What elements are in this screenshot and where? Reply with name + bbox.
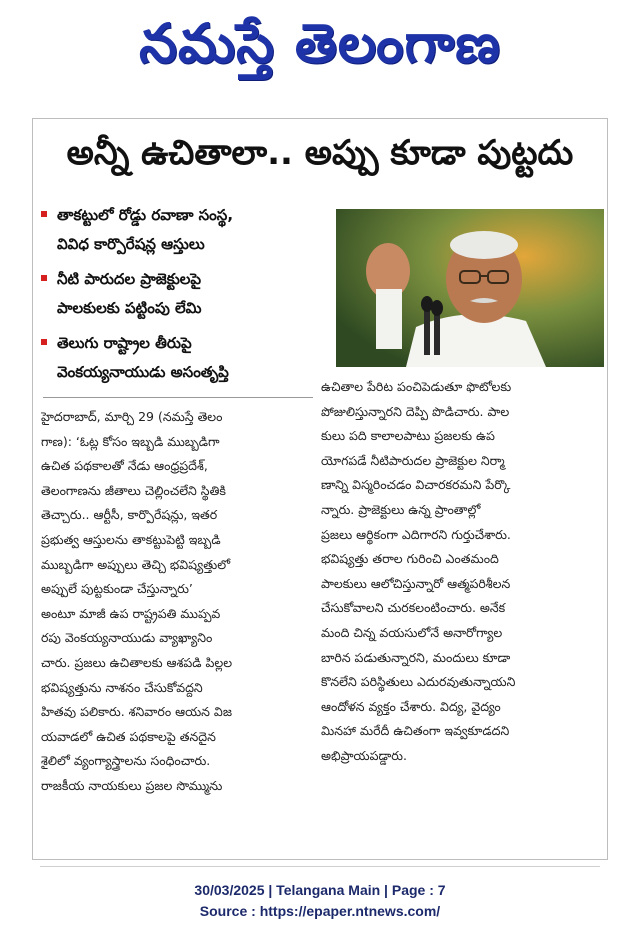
- column-divider: [43, 397, 313, 398]
- body-line: బారిన పడుతున్నారని, మందులు కూడా: [321, 649, 511, 665]
- source-footer: [0, 880, 640, 922]
- body-line: చేసుకోవాలని చురకలంటించారు. అనేక: [321, 600, 506, 616]
- bullet-line: తాకట్టులో రోడ్డు రవాణా సంస్థ,: [57, 206, 234, 224]
- footer-divider: [40, 866, 600, 867]
- body-line: మినహా మరేదీ ఉచితంగా ఇవ్వకూడదని: [321, 723, 510, 739]
- body-line: భవిష్యత్తు తరాల గురించి ఎంతమంది: [321, 551, 499, 567]
- body-line: ముబ్బడిగా అప్పులు తెచ్చి భవిష్యత్తులో: [41, 556, 231, 572]
- body-line: పోజులిస్తున్నారని దెప్పి పొడిచారు. పాల: [321, 403, 510, 419]
- article-body-left: [41, 405, 311, 799]
- bullet-square-icon: [41, 275, 47, 281]
- body-line: అప్పులే పుట్టకుండా చేస్తున్నారు’: [41, 581, 193, 597]
- bullet-square-icon: [41, 339, 47, 345]
- body-line: తెచ్చారు.. ఆర్టీసీ, కార్పొరేషన్లు, ఇతర: [41, 507, 218, 523]
- portrait-illustration: [336, 209, 604, 367]
- body-line: తెలంగాణను జీతాలు చెల్లించలేని స్థితికి: [41, 482, 226, 498]
- bullet-line: నీటి పారుదల ప్రాజెక్టులపై: [57, 270, 202, 288]
- body-line: యవాడలో ఉచిత పథకాలపై తనదైన: [41, 728, 216, 744]
- body-line: భవిష్యత్తును నాశనం చేసుకోవద్దని: [41, 679, 203, 695]
- bullet-square-icon: [41, 211, 47, 217]
- body-line: కులు పది కాలాలపాటు ప్రజలకు ఉప: [321, 428, 495, 444]
- body-line: ఆందోళన వ్యక్తం చేశారు. విద్య, వైద్యం: [321, 698, 501, 714]
- body-line: హైదరాబాద్, మార్చి 29 (నమస్తే తెలం: [41, 409, 223, 424]
- bullet-item: [39, 201, 331, 259]
- body-line: ప్రభుత్వ ఆస్తులను తాకట్టుపెట్టి ఇబ్బడి: [41, 531, 221, 547]
- body-line: ణాన్ని విస్మరించడం విచారకరమని పేర్కొ: [321, 477, 511, 493]
- newspaper-logo: నమస్తే తెలంగాణ: [139, 11, 501, 75]
- source-link[interactable]: Source : https://epaper.ntnews.com/: [199, 903, 441, 919]
- body-line: ఉచిత పథకాలతో నేడు ఆంధ్రప్రదేశ్,: [41, 458, 208, 474]
- body-line: ఉచితాల పేరిట పంచిపెడుతూ ఫొటోలకు: [321, 379, 512, 394]
- body-line: రపు వెంకయ్యనాయుడు వ్యాఖ్యానిం: [41, 630, 213, 646]
- body-line: హితవు పలికారు. శనివారం ఆయన విజ: [41, 704, 232, 720]
- bullet-line: తెలుగు రాష్ట్రాల తీరుపై: [57, 334, 192, 352]
- body-line: ప్రజలు ఆర్థికంగా ఎదిగారని గుర్తుచేశారు.: [321, 526, 511, 542]
- body-line: న్నారు. ప్రాజెక్టులు ఉన్న ప్రాంతాల్లో: [321, 501, 481, 517]
- body-line: శైలిలో వ్యంగ్యాస్త్రాలను సంధించారు.: [41, 753, 211, 769]
- masthead: [0, 0, 640, 100]
- body-line: మంది చిన్న వయసులోనే అనారోగ్యాల: [321, 624, 503, 640]
- body-line: అభిప్రాయపడ్డారు.: [321, 747, 407, 763]
- body-line: పాలకులు ఆలోచిస్తున్నారో ఆత్మపరిశీలన: [321, 575, 511, 591]
- bullet-item: [39, 265, 331, 323]
- bullet-item: [39, 329, 331, 387]
- bullet-line: వివిధ కార్పొరేషన్ల ఆస్తులు: [57, 235, 205, 253]
- body-line: చారు. ప్రజలు ఉచితాలకు ఆశపడి పిల్లల: [41, 654, 233, 670]
- body-line: గాణ): ‘ఓట్ల కోసం ఇబ్బడి ముబ్బడిగా: [41, 433, 220, 449]
- body-line: యోగపడే నీటిపారుదల ప్రాజెక్టుల నిర్మా: [321, 452, 505, 468]
- highlight-bullets: [39, 201, 331, 393]
- article-clipping: [32, 118, 608, 860]
- venkaiah-naidu-photo: [336, 209, 604, 367]
- bullet-line: వెంకయ్యనాయుడు అసంతృప్తి: [57, 363, 229, 381]
- article-headline: అన్నీ ఉచితాలా.. అప్పు కూడా పుట్టదు: [66, 133, 574, 173]
- bullet-line: పాలకులకు పట్టింపు లేమి: [57, 299, 202, 317]
- edition-info: 30/03/2025 | Telangana Main | Page : 7: [194, 882, 446, 898]
- body-line: అంటూ మాజీ ఉప రాష్ట్రపతి ముప్పవ: [41, 605, 221, 621]
- body-line: రాజకీయ నాయకులు ప్రజల సొమ్మును: [41, 777, 223, 793]
- body-line: కొనలేని పరిస్థితులు ఎదురవుతున్నాయని: [321, 674, 516, 690]
- article-body-right: [321, 375, 601, 769]
